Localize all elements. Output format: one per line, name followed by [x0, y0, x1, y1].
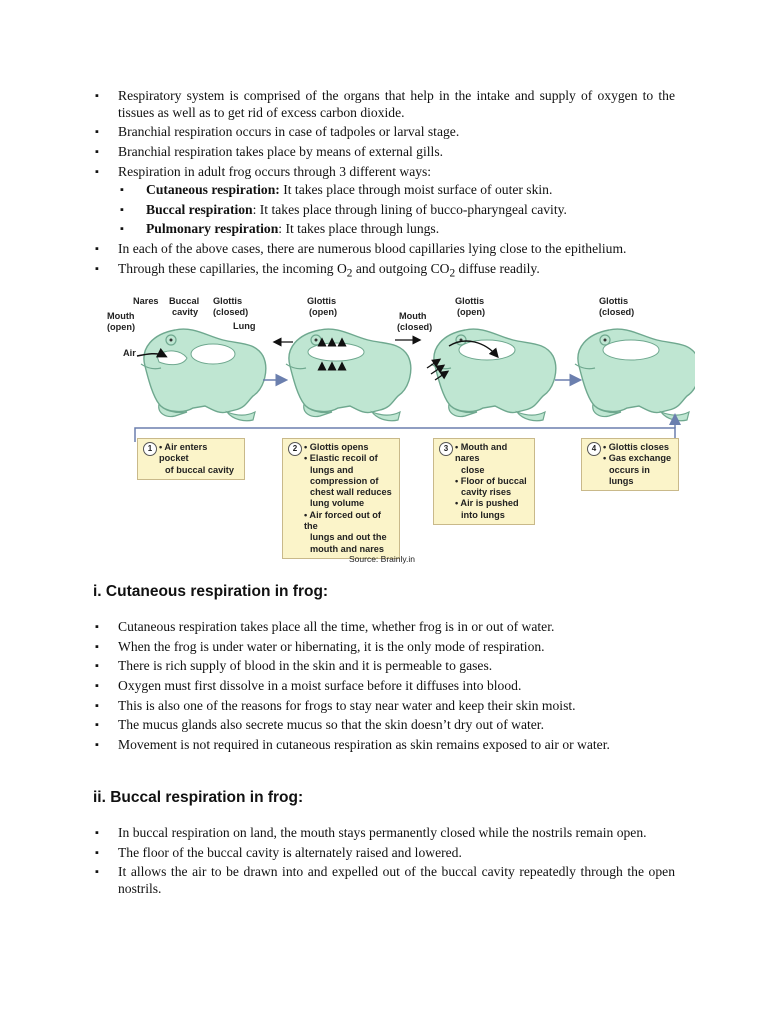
label-nares: Nares: [133, 296, 159, 306]
list-item: ▪ Branchial respiration takes place by means of external gills.: [95, 144, 675, 161]
step-line: • Air enters pocket: [159, 442, 208, 464]
section-heading-cutaneous: i. Cutaneous respiration in frog:: [93, 583, 329, 600]
term-desc: : It takes place through lungs.: [278, 221, 440, 237]
list-item: [95, 261, 675, 282]
text-part: diffuse readily.: [455, 260, 540, 276]
step-number: 2: [288, 442, 302, 456]
label-glottis: Glottis: [599, 296, 629, 306]
list-item: ▪ Respiratory system is comprised of the organs that help in the intake and supply of oxygen to the tissues as well as to get rid of excess carbon dioxide.: [95, 88, 675, 121]
label-closed: (closed): [397, 322, 433, 332]
term: Pulmonary respiration: [146, 221, 279, 237]
label-air: Air: [123, 348, 136, 358]
label-open: (open): [457, 307, 486, 317]
step-number: 3: [439, 442, 453, 456]
step-line: • Mouth and nares: [455, 442, 508, 464]
text-part: Through these capillaries, the incoming O: [118, 260, 347, 276]
step-line: into lungs: [461, 509, 505, 520]
list-item: [95, 164, 675, 238]
step-box-2: [282, 438, 400, 559]
step-line: lungs and: [310, 464, 354, 475]
label-lung: Lung: [233, 321, 256, 331]
list-item: ▪ The floor of the buccal cavity is alternately raised and lowered.: [95, 845, 675, 862]
list-item-text: Respiration in adult frog occurs through 3 different ways:: [118, 163, 432, 179]
cutaneous-list: [95, 619, 675, 757]
label-glottis: Glottis: [455, 296, 485, 306]
list-item: ▪ Cutaneous respiration takes place all the time, whether frog is in or out of water.: [95, 619, 675, 636]
frog-illustration-2: [286, 329, 411, 421]
label-open: (open): [309, 307, 338, 317]
step-line: lung volume: [310, 498, 365, 509]
label-open: (open): [107, 322, 136, 332]
step-line: • Air forced out of the: [304, 509, 381, 532]
step-number: 1: [143, 442, 157, 456]
figure-source: Source: Brainly.in: [349, 554, 415, 564]
label-cavity: cavity: [172, 307, 199, 317]
step-line: • Floor of buccal: [455, 475, 527, 486]
list-item: ▪ Branchial respiration occurs in case of tadpoles or larval stage.: [95, 124, 675, 141]
term-desc: It takes place through moist surface of outer skin.: [279, 182, 553, 198]
frog-illustration-1: [137, 329, 266, 421]
step-box-3: [433, 438, 535, 525]
step-line: close: [461, 464, 485, 475]
list-item: ▪ It allows the air to be drawn into and expelled out of the buccal cavity repeatedly through the open nostrils.: [95, 864, 675, 897]
label-closed: (closed): [599, 307, 635, 317]
label-buccal: Buccal: [169, 296, 200, 306]
frog-illustration-4: [575, 329, 695, 421]
label-glottis: Glottis: [307, 296, 337, 306]
subscript: 2: [346, 267, 353, 280]
step-line: chest wall reduces: [310, 487, 392, 498]
label-mouth: Mouth: [399, 311, 427, 321]
step-line: • Glottis opens: [304, 442, 369, 452]
label-mouth: Mouth: [107, 311, 135, 321]
buccal-list: [95, 825, 675, 901]
step-line: • Gas exchange: [603, 453, 672, 464]
list-item: ▪ This is also one of the reasons for frogs to stay near water and keep their skin moist.: [95, 698, 675, 715]
step-line: compression of: [310, 475, 379, 486]
step-line: cavity rises: [461, 487, 512, 498]
list-item: ▪ The mucus glands also secrete mucus so that the skin doesn’t dry out of water.: [95, 717, 675, 734]
step-number: 4: [587, 442, 601, 456]
label-closed: (closed): [213, 307, 249, 317]
subscript: 2: [449, 267, 456, 280]
list-item: ▪ When the frog is under water or hibernating, it is the only mode of respiration.: [95, 639, 675, 656]
step-line: occurs in lungs: [609, 464, 650, 486]
list-item: [120, 182, 675, 199]
step-line: of buccal cavity: [165, 464, 234, 475]
step-line: • Air is pushed: [455, 498, 519, 509]
list-item: [120, 221, 675, 238]
list-item: [120, 202, 675, 219]
list-item: ▪ In each of the above cases, there are numerous blood capillaries lying close to the epithelium.: [95, 241, 675, 258]
step-line: • Elastic recoil of: [304, 453, 378, 464]
frog-respiration-figure: [95, 292, 695, 570]
text-part: and outgoing CO: [352, 260, 450, 276]
term: Buccal respiration: [146, 201, 253, 217]
section-heading-buccal: ii. Buccal respiration in frog:: [93, 789, 304, 806]
respiration-ways-list: [118, 182, 675, 238]
list-item: ▪ There is rich supply of blood in the skin and it is permeable to gases.: [95, 658, 675, 675]
term-desc: : It takes place through lining of bucco-pharyngeal cavity.: [252, 201, 567, 217]
frog-illustration-3: [427, 329, 556, 421]
term: Cutaneous respiration:: [146, 182, 280, 198]
step-box-4: [581, 438, 679, 491]
step-line: • Glottis closes: [603, 442, 670, 452]
step-line: mouth and nares: [310, 543, 385, 554]
step-box-1: [137, 438, 245, 480]
list-item: ▪ Oxygen must first dissolve in a moist surface before it diffuses into blood.: [95, 678, 675, 695]
list-item: ▪ In buccal respiration on land, the mouth stays permanently closed while the nostrils remain open.: [95, 825, 675, 842]
list-item: ▪ Movement is not required in cutaneous respiration as skin remains exposed to air or water.: [95, 737, 675, 754]
step-line: lungs and out the: [310, 532, 387, 543]
label-glottis: Glottis: [213, 296, 243, 306]
intro-list: [95, 88, 675, 285]
